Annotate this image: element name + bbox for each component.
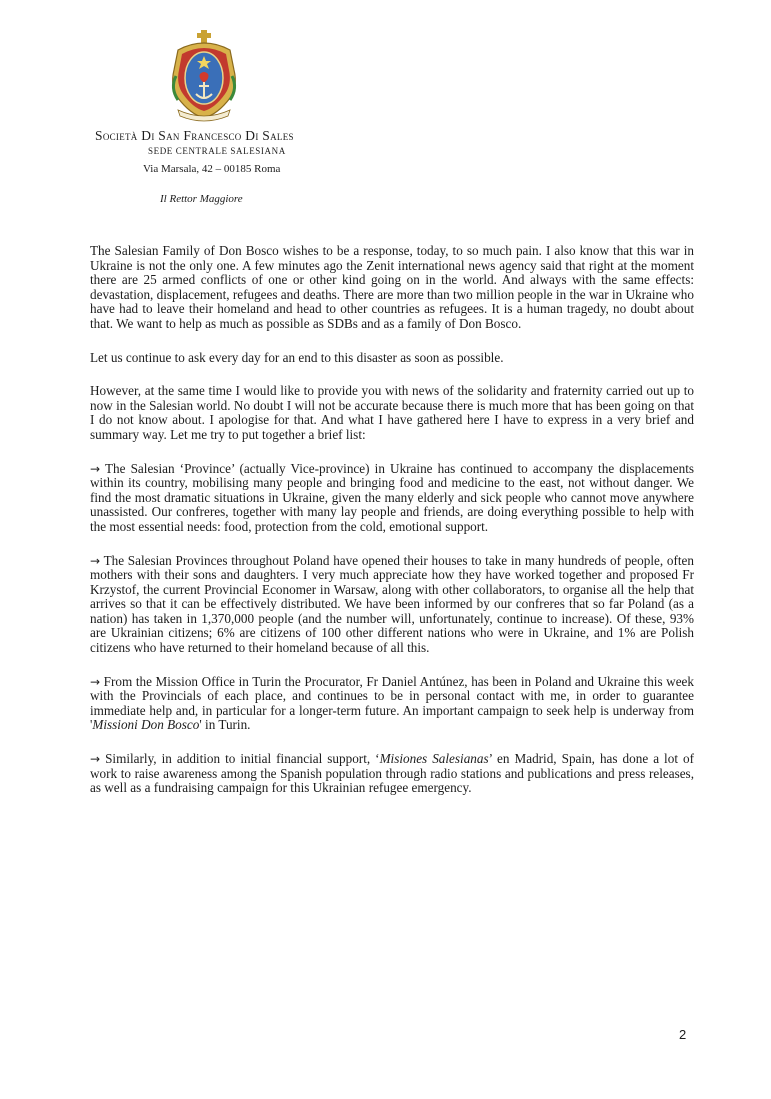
arrow-right-icon: →	[90, 674, 101, 689]
arrow-right-icon: →	[90, 461, 101, 476]
list-item-poland: → The Salesian Provinces throughout Poland have opened their houses to take in many hundreds of people, often mothers with their sons and daughters. I very much appreciate how they have worked together and proposed Fr Krzystof, the current Provincial Economer in Warsaw, along with other collaborators, to organise all the help that arrives so that it can be effectively distributed. We have been informed by our confreres that so far Poland (as a nation) has taken in 1,370,000 people (and the number will, unfortunately, continue to increase). Of these, 93% are Ukrainian citizens; 6% are citizens of 100 other different nations who were in Ukraine, and 1% are Polish citizens who have returned to their homeland because of all this.	[90, 552, 694, 656]
page-number: 2	[679, 1027, 687, 1042]
paragraph-intro: The Salesian Family of Don Bosco wishes to be a response, today, to so much pain. I also know that this war in Ukraine is not the only one. A few minutes ago the Zenit international news agency said that right at the moment there are 25 armed conflicts of one or other kind going on in the world. And always with the same effects: devastation, displacement, refugees and deaths. There are more than two million people in the war in Ukraine who have had to leave their homeland and head to other countries as refugees. It is a human tragedy, no doubt about that. We want to help as much as possible as SDBs and as a family of Don Bosco.	[90, 243, 694, 331]
list-item-ukraine: → The Salesian ‘Province’ (actually Vice-province) in Ukraine has continued to accompany the displacements within its country, mobilising many people and bringing food and medicine to the east, not without danger. We find the most dramatic situations in Ukraine, given the many elderly and sick people who cannot move anywhere unassisted. Our confreres, together with many lay people and friends, are doing everything possible to help with the most essential needs: food, protection from the cold, emotional support.	[90, 460, 695, 534]
organization-name: Società Di San Francesco Di Sales	[95, 128, 294, 143]
arrow-right-icon: →	[90, 553, 101, 568]
salesian-crest-icon	[168, 30, 240, 124]
list-item-madrid: → Similarly, in addition to initial financial support, ‘Misiones Salesianas’ en Madrid, Spain, has done a lot of work to raise awareness among the Spanish population through radio stations and publications and press releases, as well as a fundraising campaign for this Ukrainian refugee emergency.	[90, 751, 694, 796]
paragraph-news: However, at the same time I would like to provide you with news of the solidarity and fraternity carried out up to now in the Salesian world. No doubt I will not be accurate because there is much more that has been going on that I do not know about. I apologise for that. And what I have gathered here I have to express in a very brief and summary way. Let me try to put together a brief list:	[90, 383, 694, 442]
organization-address: Via Marsala, 42 – 00185 Roma	[143, 163, 281, 175]
letter-body	[90, 244, 694, 811]
organization-subtitle: SEDE CENTRALE SALESIANA	[148, 146, 286, 156]
sender-role: Il Rettor Maggiore	[160, 193, 243, 205]
arrow-right-icon: →	[90, 752, 101, 767]
paragraph-prayer: Let us continue to ask every day for an end to this disaster as soon as possible.	[90, 349, 504, 365]
list-item-turin: → From the Mission Office in Turin the Procurator, Fr Daniel Antúnez, has been in Poland and Ukraine this week with the Provincials of each place, and continues to be in personal contact with me, in order to guarantee immediate help and, in particular for a longer-term future. An important campaign to seek help is underway from 'Missioni Don Bosco' in Turin.	[90, 673, 695, 733]
